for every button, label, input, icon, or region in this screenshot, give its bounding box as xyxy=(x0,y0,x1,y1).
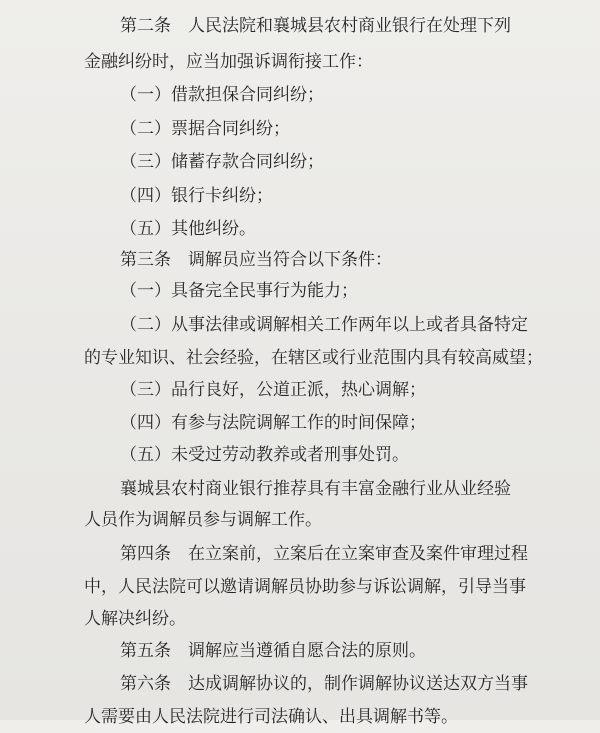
text-line: （二）票据合同纠纷； xyxy=(120,119,290,139)
text-line: 的专业知识、社会经验，在辖区或行业范围内具有较高威望； xyxy=(84,348,543,368)
text-line: 襄城县农村商业银行推荐具有丰富金融行业从业经验 xyxy=(120,479,511,499)
text-line: 第五条 调解应当遵循自愿合法的原则。 xyxy=(120,641,426,661)
text-line: 人员作为调解员参与调解工作。 xyxy=(84,510,322,530)
text-line: （一）具备完全民事行为能力； xyxy=(120,281,358,301)
text-line: 第四条 在立案前，立案后在立案审查及案件审理过程 xyxy=(120,544,528,564)
text-line: 第六条 达成调解协议的，制作调解协议送达双方当事 xyxy=(120,674,528,694)
text-line: （二）从事法律或调解相关工作两年以上或者具备特定 xyxy=(120,315,528,335)
text-line: （四）银行卡纠纷； xyxy=(120,186,273,206)
text-line: （一）借款担保合同纠纷； xyxy=(120,85,324,105)
text-line: 人需要由人民法院进行司法确认、出具调解书等。 xyxy=(84,707,458,727)
text-line: （五）其他纠纷。 xyxy=(120,219,256,239)
text-line: （三）品行良好，公道正派，热心调解； xyxy=(120,380,426,400)
text-line: 中，人民法院可以邀请调解员协助参与诉讼调解，引导当事 xyxy=(84,577,526,597)
text-line: 第二条 人民法院和襄城县农村商业银行在处理下列 xyxy=(120,16,511,36)
text-line: （三）储蓄存款合同纠纷； xyxy=(120,152,324,172)
text-line: 人解决纠纷。 xyxy=(84,609,186,629)
text-line: （五）未受过劳动教养或者刑事处罚。 xyxy=(120,445,409,465)
text-line: 第三条 调解员应当符合以下条件： xyxy=(120,250,392,270)
text-line: 金融纠纷时，应当加强诉调衔接工作： xyxy=(84,52,373,72)
text-line: （四）有参与法院调解工作的时间保障； xyxy=(120,413,426,433)
